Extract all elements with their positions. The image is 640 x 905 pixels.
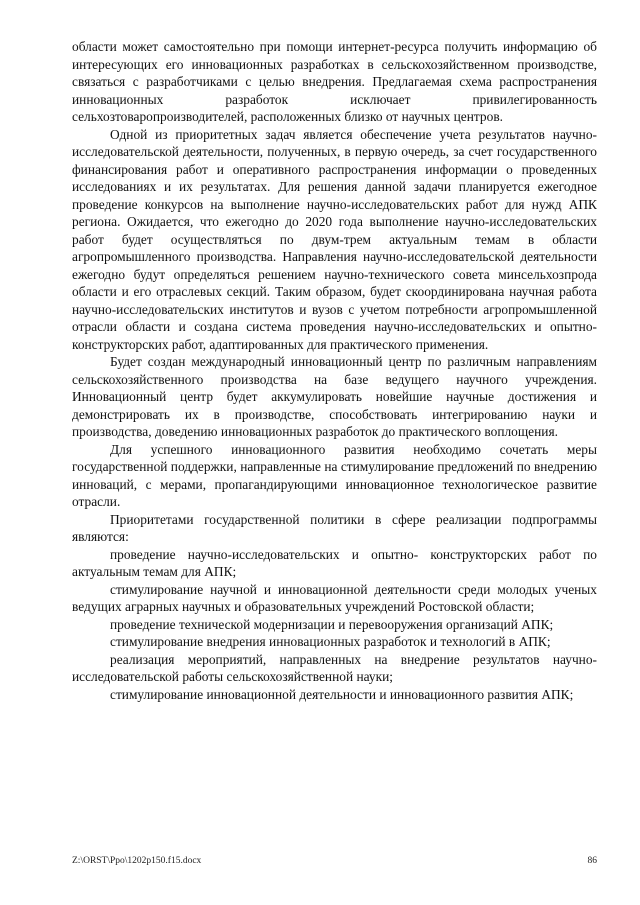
paragraph-priorities-intro: Приоритетами государственной политики в сфере реализации подпрограммы являются: <box>72 511 597 544</box>
list-item-research: проведение научно-исследовательских и опытно- конструкторских работ по актуальным темам для АПК; <box>72 546 597 579</box>
list-item-modernization: проведение технической модернизации и перевооружения организаций АПК; <box>110 616 554 632</box>
page-number: 86 <box>587 856 597 866</box>
paragraph-state-support: Для успешного инновационного развития необходимо сочетать меры государственной поддержки, направленные на стимулирование предложений по внедрению инноваций, с мерами, пропагандирующими инновационное технологическое развитие отрасли. <box>72 441 597 509</box>
paragraph-priority-tasks: Одной из приоритетных задач является обеспечение учета результатов научно-исследовательской деятельности, полученных, в первую очередь, за счет государственного финансирования работ и оперативного распространения информации о проведенных исследованиях и их результатах. Для решения данной задачи планируется ежегодное проведение конкурсов на выполнение научно-исследовательских работ для нужд АПК региона. Ожидается, что ежегодно до 2020 года выполнение научно-исследовательских работ будет осуществляться по двум-трем актуальным темам в области агропромышленного производства. Направления научно-исследовательской деятельности ежегодно будут определяться решением научно-технического совета минсельхозпрода области и его отраслевых секций. Таким образом, будет скоординирована научная работа научно-исследовательских институтов и вузов с учетом потребности агропромышленной отрасли области и создана система проведения научно-исследовательских и опытно-конструкторских работ, адаптированных для практического применения. <box>72 126 597 352</box>
file-path: Z:\ORST\Ppo\1202p150.f15.docx <box>72 856 202 866</box>
paragraph-intro-continuation: области может самостоятельно при помощи интернет-ресурса получить информацию об интересующих его инновационных разработках в сельскохозяйственном производстве, связаться с разработчиками с целью внедрения. Предлагаемая схема распространения инновационных разработок исключает привилегированность сельхозтоваропроизводителей, расположенных близко от научных центров. <box>72 39 597 124</box>
list-item-science-results: реализация мероприятий, направленных на внедрение результатов научно-исследовательской работы сельскохозяйственной науки; <box>72 651 597 684</box>
paragraph-innovation-center: Будет создан международный инновационный центр по различным направлениям сельскохозяйственного производства на базе ведущего научного учреждения. Инновационный центр будет аккумулировать новейшие научные достижения и демонстрировать их в производстве, способствовать интегрированию науки и производства, доведению инновационных разработок до практического воплощения. <box>72 354 597 439</box>
page-footer <box>72 856 597 866</box>
list-item-innovation-development: стимулирование инновационной деятельности и инновационного развития АПК; <box>110 686 574 702</box>
list-item-young-scientists: стимулирование научной и инновационной деятельности среди молодых ученых ведущих аграрных научных и образовательных учреждений Ростовской области; <box>72 581 597 614</box>
document-body <box>72 38 597 703</box>
list-item-implementation: стимулирование внедрения инновационных разработок и технологий в АПК; <box>110 634 551 649</box>
